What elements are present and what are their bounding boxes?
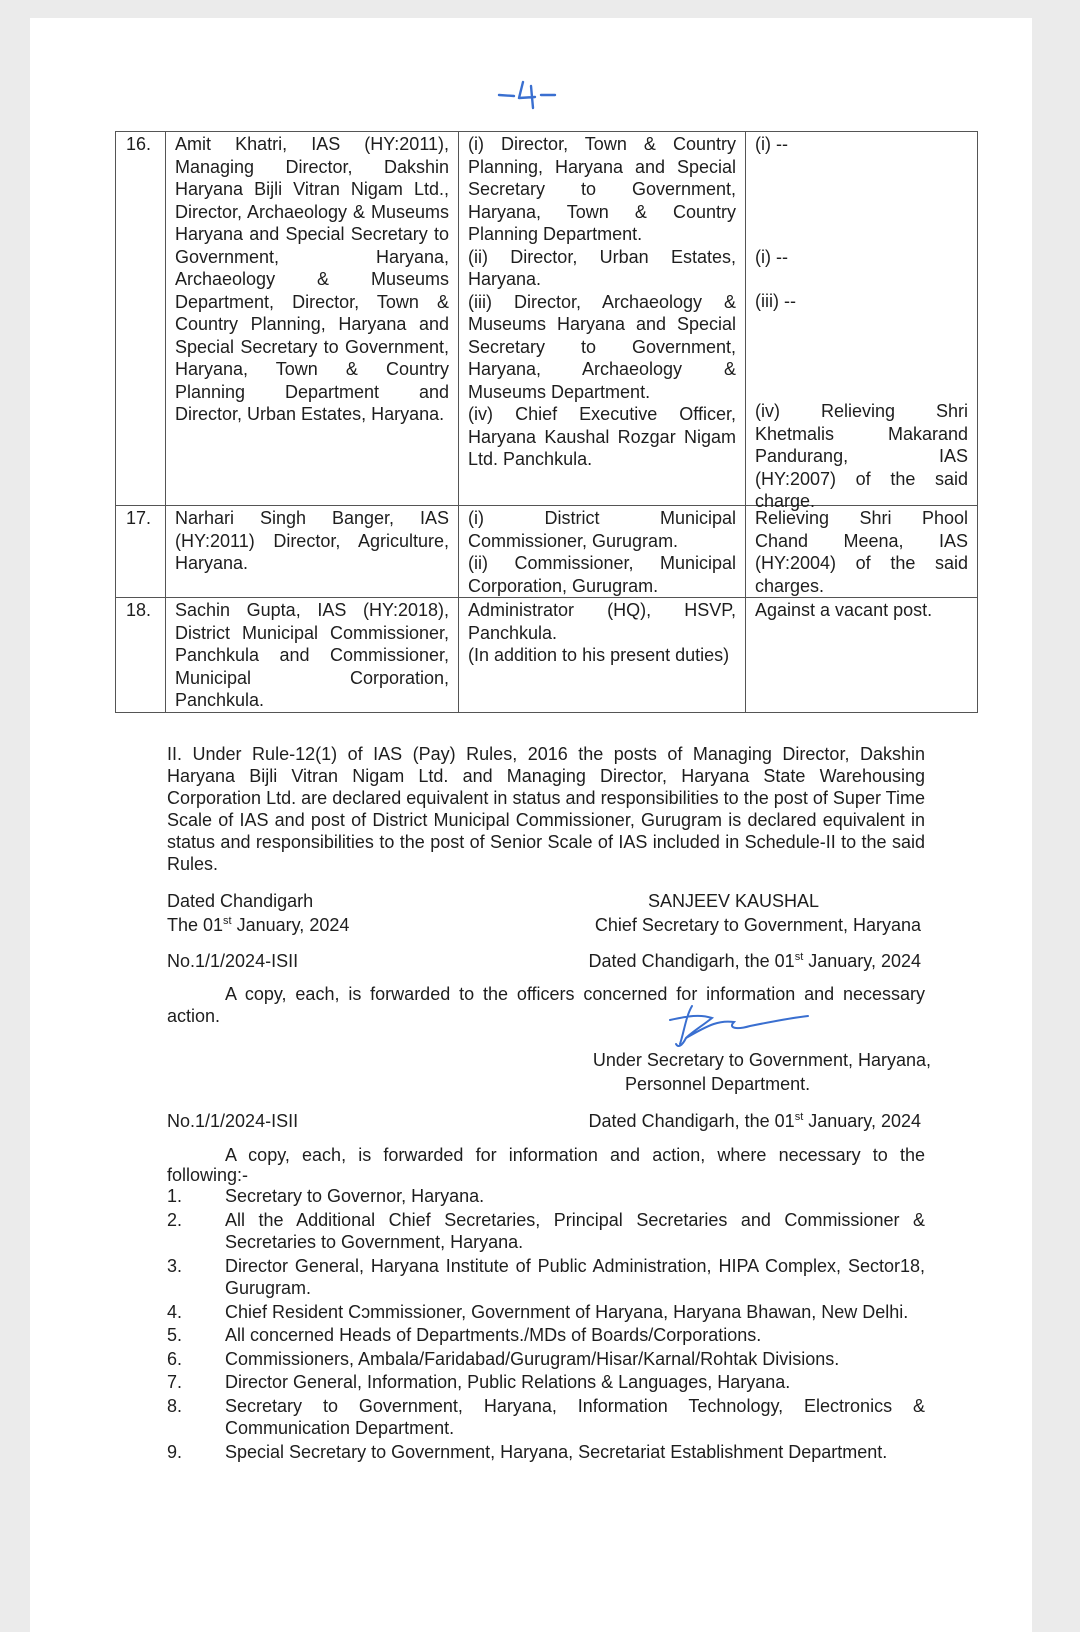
endorsement-text: A copy, each, is forwarded for information and action, where necessary to the following:-: [167, 1145, 925, 1185]
list-item-number: 2.: [167, 1209, 183, 1230]
endorsement-date-day: Dated Chandigarh, the 01: [588, 1111, 795, 1131]
posting-details: [459, 506, 746, 598]
list-item-text: Secretary to Government, Haryana, Information Technology, Electronics & Communication Department.: [225, 1395, 925, 1438]
list-item: [167, 1255, 925, 1300]
list-item-number: 6.: [167, 1348, 183, 1369]
remarks: Relieving Shri Phool Chand Meena, IAS (HY:2004) of the said charges.: [746, 506, 978, 598]
list-item-number: 4.: [167, 1301, 183, 1322]
serial-number: 18.: [116, 598, 166, 713]
officer-details: Sachin Gupta, IAS (HY:2018), District Municipal Commissioner, Panchkula and Commissioner, Municipal Corporation, Panchkula.: [166, 598, 459, 713]
posting-details: [459, 598, 746, 713]
list-item-text: Special Secretary to Government, Haryana, Secretariat Establishment Department.: [225, 1441, 888, 1462]
endorsement-date: [589, 1110, 921, 1132]
under-secretary-department: Personnel Department.: [625, 1074, 811, 1094]
handwritten-page-number: [497, 78, 567, 112]
endorsement-text: A copy, each, is forwarded to the officers concerned for information and necessary action.: [167, 984, 925, 1026]
table-row: [116, 598, 978, 713]
endorsement-date-day: Dated Chandigarh, the 01: [588, 951, 795, 971]
list-item-number: 3.: [167, 1255, 183, 1276]
posting-item: (iv) Chief Executive Officer, Haryana Kaushal Rozgar Nigam Ltd. Panchkula.: [468, 404, 736, 469]
list-item-text: Commissioners, Ambala/Faridabad/Gurugram/Hisar/Karnal/Rohtak Divisions.: [225, 1348, 840, 1369]
page-number-handwriting: [497, 78, 567, 112]
list-item-text: Chief Resident Cɔmmissioner, Government of Haryana, Haryana Bhawan, New Delhi.: [225, 1301, 909, 1322]
list-item: [167, 1348, 925, 1371]
dated-place: Dated Chandigarh: [167, 891, 314, 911]
list-item: [167, 1209, 925, 1254]
endorsement-date-suffix: st: [794, 1111, 804, 1123]
posting-item: (iii) Director, Archaeology & Museums Haryana and Special Secretary to Government, Haryana, Archaeology & Museums Department.: [468, 291, 736, 402]
posting-item: (i) Director, Town & Country Planning, Haryana and Special Secretary to Government, Haryana, Town & Country Planning Department.: [468, 134, 736, 244]
posting-orders-table: [115, 131, 978, 713]
list-item-text: All the Additional Chief Secretaries, Principal Secretaries and Commissioner & Secretaries to Government, Haryana.: [225, 1209, 925, 1252]
dated-date-suffix: st: [223, 915, 232, 927]
posting-details: [459, 132, 746, 506]
posting-item: (ii) Commissioner, Municipal Corporation, Gurugram.: [468, 553, 736, 596]
list-item-number: 7.: [167, 1372, 183, 1392]
posting-item: (ii) Director, Urban Estates, Haryana.: [468, 246, 736, 289]
under-secretary-title: Under Secretary to Government, Haryana,: [592, 1050, 931, 1070]
endorsement-date: [589, 950, 921, 972]
list-item: [167, 1185, 925, 1208]
serial-number: 16.: [116, 132, 166, 506]
posting-item: (In addition to his present duties): [468, 645, 730, 665]
remarks: [746, 132, 978, 511]
list-item-text: Secretary to Governor, Haryana.: [225, 1186, 485, 1206]
table-row: [116, 132, 978, 506]
endorsement-date-month-year: January, 2024: [803, 1111, 921, 1131]
list-item-number: 5.: [167, 1325, 183, 1345]
endorsement-number: No.1/1/2024-ISII: [167, 1111, 299, 1131]
list-item: [167, 1324, 925, 1347]
list-item-text: Director General, Haryana Institute of Public Administration, HIPA Complex, Sector18, Gurugram.: [225, 1255, 925, 1298]
remarks: Against a vacant post.: [746, 598, 978, 713]
list-item-number: 9.: [167, 1441, 183, 1462]
list-item-number: 8.: [167, 1395, 183, 1416]
list-item: [167, 1395, 925, 1440]
rule-paragraph: II. Under Rule-12(1) of IAS (Pay) Rules, 2016 the posts of Managing Director, Dakshin Haryana Bijli Vitran Nigam Ltd. and Managing Director, Haryana State Warehousing Corporation Ltd. are declared equivalent in status and responsibilities to the post of Super Time Scale of IAS and post of District Municipal Commissioner, Gurugram is declared equivalent in status and responsibilities to the post of Senior Scale of IAS included in Schedule-II to the said Rules.: [167, 744, 925, 874]
remark-item: (iii) --: [755, 291, 796, 311]
remark-item: (i) --: [755, 247, 788, 267]
endorsement-date-suffix: st: [794, 951, 804, 963]
endorsement-date-month-year: January, 2024: [803, 951, 921, 971]
posting-item: (i) District Municipal Commissioner, Gurugram.: [468, 508, 736, 551]
recipient-list: [167, 1185, 925, 1464]
dated-date: [167, 914, 349, 936]
signature: [640, 1002, 810, 1052]
officer-details: Amit Khatri, IAS (HY:2011), Managing Director, Dakshin Haryana Bijli Vitran Nigam Ltd., Director, Archaeology & Museums Haryana and Special Secretary to Government, Haryana, Archaeology & Museums Department, Director, Town & Country Planning, Haryana and Special Secretary to Government, Haryana, Town & Country Planning Department and Director, Urban Estates, Haryana.: [166, 132, 459, 506]
endorsement-number: No.1/1/2024-ISII: [167, 951, 299, 971]
remark-item: (i) --: [755, 134, 788, 154]
remark-item: (iv) Relieving Shri Khetmalis Makarand Pandurang, IAS (HY:2007) of the said charge.: [755, 401, 968, 511]
list-item-text: Director General, Information, Public Relations & Languages, Haryana.: [225, 1372, 791, 1392]
dated-date-month-year: January, 2024: [231, 915, 350, 935]
signatory-title: Chief Secretary to Government, Haryana: [594, 915, 921, 935]
posting-item: Administrator (HQ), HSVP, Panchkula.: [468, 600, 736, 643]
officer-details: Narhari Singh Banger, IAS (HY:2011) Director, Agriculture, Haryana.: [166, 506, 459, 598]
dated-date-day: The 01: [167, 915, 224, 935]
list-item-text: All concerned Heads of Departments./MDs of Boards/Corporations.: [225, 1325, 762, 1345]
serial-number: 17.: [116, 506, 166, 598]
list-item-number: 1.: [167, 1186, 183, 1206]
signatory-name: SANJEEV KAUSHAL: [648, 891, 820, 911]
list-item: [167, 1371, 925, 1394]
list-item: [167, 1441, 925, 1464]
table-row: [116, 506, 978, 598]
list-item: [167, 1301, 925, 1324]
